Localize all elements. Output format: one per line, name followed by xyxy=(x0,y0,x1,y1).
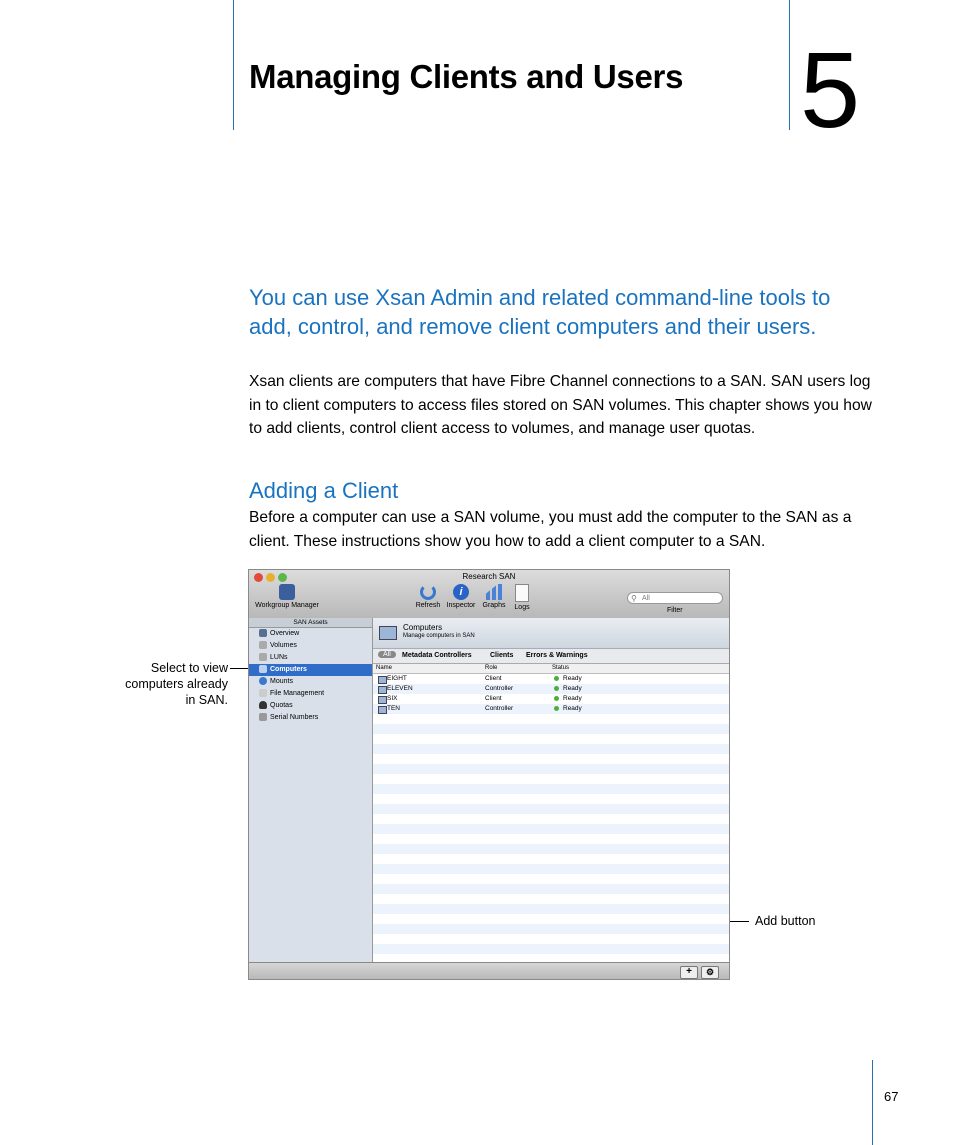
row-role: Controller xyxy=(485,685,514,692)
gear-icon[interactable]: ⚙ xyxy=(701,966,719,979)
file-management-icon xyxy=(259,689,267,697)
row-status: Ready xyxy=(563,675,582,682)
computers-pane xyxy=(373,618,729,962)
user-icon xyxy=(259,701,267,709)
serial-numbers-icon xyxy=(259,713,267,721)
status-ready-icon xyxy=(554,686,559,691)
san-assets-sidebar xyxy=(249,618,373,962)
row-role: Client xyxy=(485,675,502,682)
overview-icon xyxy=(259,629,267,637)
sidebar-heading: SAN Assets xyxy=(249,618,372,628)
sidebar-item-volumes[interactable] xyxy=(249,640,372,652)
refresh-button[interactable] xyxy=(413,584,443,609)
graphs-icon xyxy=(486,584,502,600)
table-row[interactable] xyxy=(373,684,729,694)
sidebar-item-file-management[interactable] xyxy=(249,688,372,700)
inspector-button[interactable] xyxy=(445,584,477,609)
table-row[interactable] xyxy=(373,704,729,714)
tab-clients[interactable]: Clients xyxy=(490,652,514,659)
computer-icon xyxy=(378,696,387,704)
computer-icon xyxy=(378,686,387,694)
chapter-left-rule xyxy=(233,0,234,130)
table-row[interactable] xyxy=(373,674,729,684)
window-toolbar xyxy=(249,570,729,619)
row-name: ELEVEN xyxy=(387,685,413,692)
row-status: Ready xyxy=(563,705,582,712)
sidebar-item-label: File Management xyxy=(270,690,325,697)
workgroup-manager-icon xyxy=(279,584,295,600)
filter-label: Filter xyxy=(667,607,683,614)
sidebar-item-label: Computers xyxy=(270,666,307,673)
column-role[interactable]: Role xyxy=(485,665,498,671)
callout-add: Add button xyxy=(755,914,816,928)
computers-icon xyxy=(259,665,267,673)
graphs-label: Graphs xyxy=(482,602,506,609)
chapter-number: 5 xyxy=(800,29,861,150)
callout-select: Select to view computers already in SAN. xyxy=(125,661,228,707)
empty-table-stripes xyxy=(373,714,729,974)
sidebar-item-label: Mounts xyxy=(270,678,293,685)
row-name: TEN xyxy=(387,705,400,712)
refresh-label: Refresh xyxy=(415,602,441,609)
row-role: Client xyxy=(485,695,502,702)
window-bottom-bar xyxy=(249,962,729,980)
luns-icon xyxy=(259,653,267,661)
chapter-title: Managing Clients and Users xyxy=(249,58,684,95)
logs-button[interactable] xyxy=(509,584,535,611)
column-status[interactable]: Status xyxy=(552,665,570,671)
filter-search-input[interactable] xyxy=(627,592,723,604)
computer-icon xyxy=(378,676,387,684)
status-ready-icon xyxy=(554,676,559,681)
page-number: 67 xyxy=(884,1089,899,1104)
mounts-icon xyxy=(259,677,267,685)
computer-icon xyxy=(379,626,397,640)
status-ready-icon xyxy=(554,706,559,711)
computer-icon xyxy=(378,706,387,714)
status-ready-icon xyxy=(554,696,559,701)
intro-paragraph: Xsan clients are computers that have Fibre Channel connections to a SAN. SAN users log in to client computers to access files stored on SAN volumes. This chapter shows you how to add clients, control client access to volumes, and manage user quotas. xyxy=(249,373,872,437)
tab-metadata-controllers[interactable]: Metadata Controllers xyxy=(402,652,472,659)
sidebar-item-overview[interactable] xyxy=(249,628,372,640)
document-icon xyxy=(515,584,529,602)
window-title: Research SAN xyxy=(462,572,516,581)
footer-rule xyxy=(872,1060,873,1145)
xsan-admin-window xyxy=(248,569,730,980)
sidebar-item-serial-numbers[interactable] xyxy=(249,712,372,724)
inspector-label: Inspector xyxy=(446,602,476,609)
chapter-right-rule xyxy=(789,0,790,130)
tab-all[interactable]: All xyxy=(378,651,396,658)
row-name: EIGHT xyxy=(387,675,407,682)
sidebar-item-label: Quotas xyxy=(270,702,293,709)
workgroup-manager-label: Workgroup Manager xyxy=(255,602,319,609)
table-row[interactable] xyxy=(373,694,729,704)
logs-label: Logs xyxy=(514,604,530,611)
sidebar-item-label: Serial Numbers xyxy=(270,714,319,721)
sidebar-item-mounts[interactable] xyxy=(249,676,372,688)
table-header xyxy=(373,664,729,674)
section-paragraph: Before a computer can use a SAN volume, you must add the computer to the SAN as a client. These instructions show you how to add a client computer to a SAN. xyxy=(249,509,852,550)
pane-subtitle: Manage computers in SAN xyxy=(403,633,475,639)
graphs-button[interactable] xyxy=(479,584,509,609)
row-status: Ready xyxy=(563,685,582,692)
workgroup-manager-button[interactable] xyxy=(253,584,321,609)
tab-errors-warnings[interactable]: Errors & Warnings xyxy=(526,652,588,659)
sidebar-item-computers[interactable] xyxy=(249,664,372,676)
sidebar-item-luns[interactable] xyxy=(249,652,372,664)
sidebar-item-quotas[interactable] xyxy=(249,700,372,712)
search-icon: ⚲ xyxy=(631,594,637,603)
volumes-icon xyxy=(259,641,267,649)
filter-tabs xyxy=(373,649,729,664)
section-heading: Adding a Client xyxy=(249,478,399,503)
row-status: Ready xyxy=(563,695,582,702)
info-icon: i xyxy=(453,584,469,600)
filter-placeholder: All xyxy=(642,595,650,602)
pane-header xyxy=(373,618,729,649)
row-name: SIX xyxy=(387,695,398,702)
sidebar-item-label: LUNs xyxy=(270,654,288,661)
add-button[interactable]: + xyxy=(680,966,698,979)
refresh-icon xyxy=(420,584,436,600)
sidebar-item-label: Overview xyxy=(270,630,300,637)
intro-heading: You can use Xsan Admin and related command-line tools to add, control, and remove client computers and their users. xyxy=(249,285,831,339)
column-name[interactable]: Name xyxy=(376,665,393,671)
sidebar-item-label: Volumes xyxy=(270,642,297,649)
row-role: Controller xyxy=(485,705,514,712)
pane-title: Computers xyxy=(403,623,443,632)
